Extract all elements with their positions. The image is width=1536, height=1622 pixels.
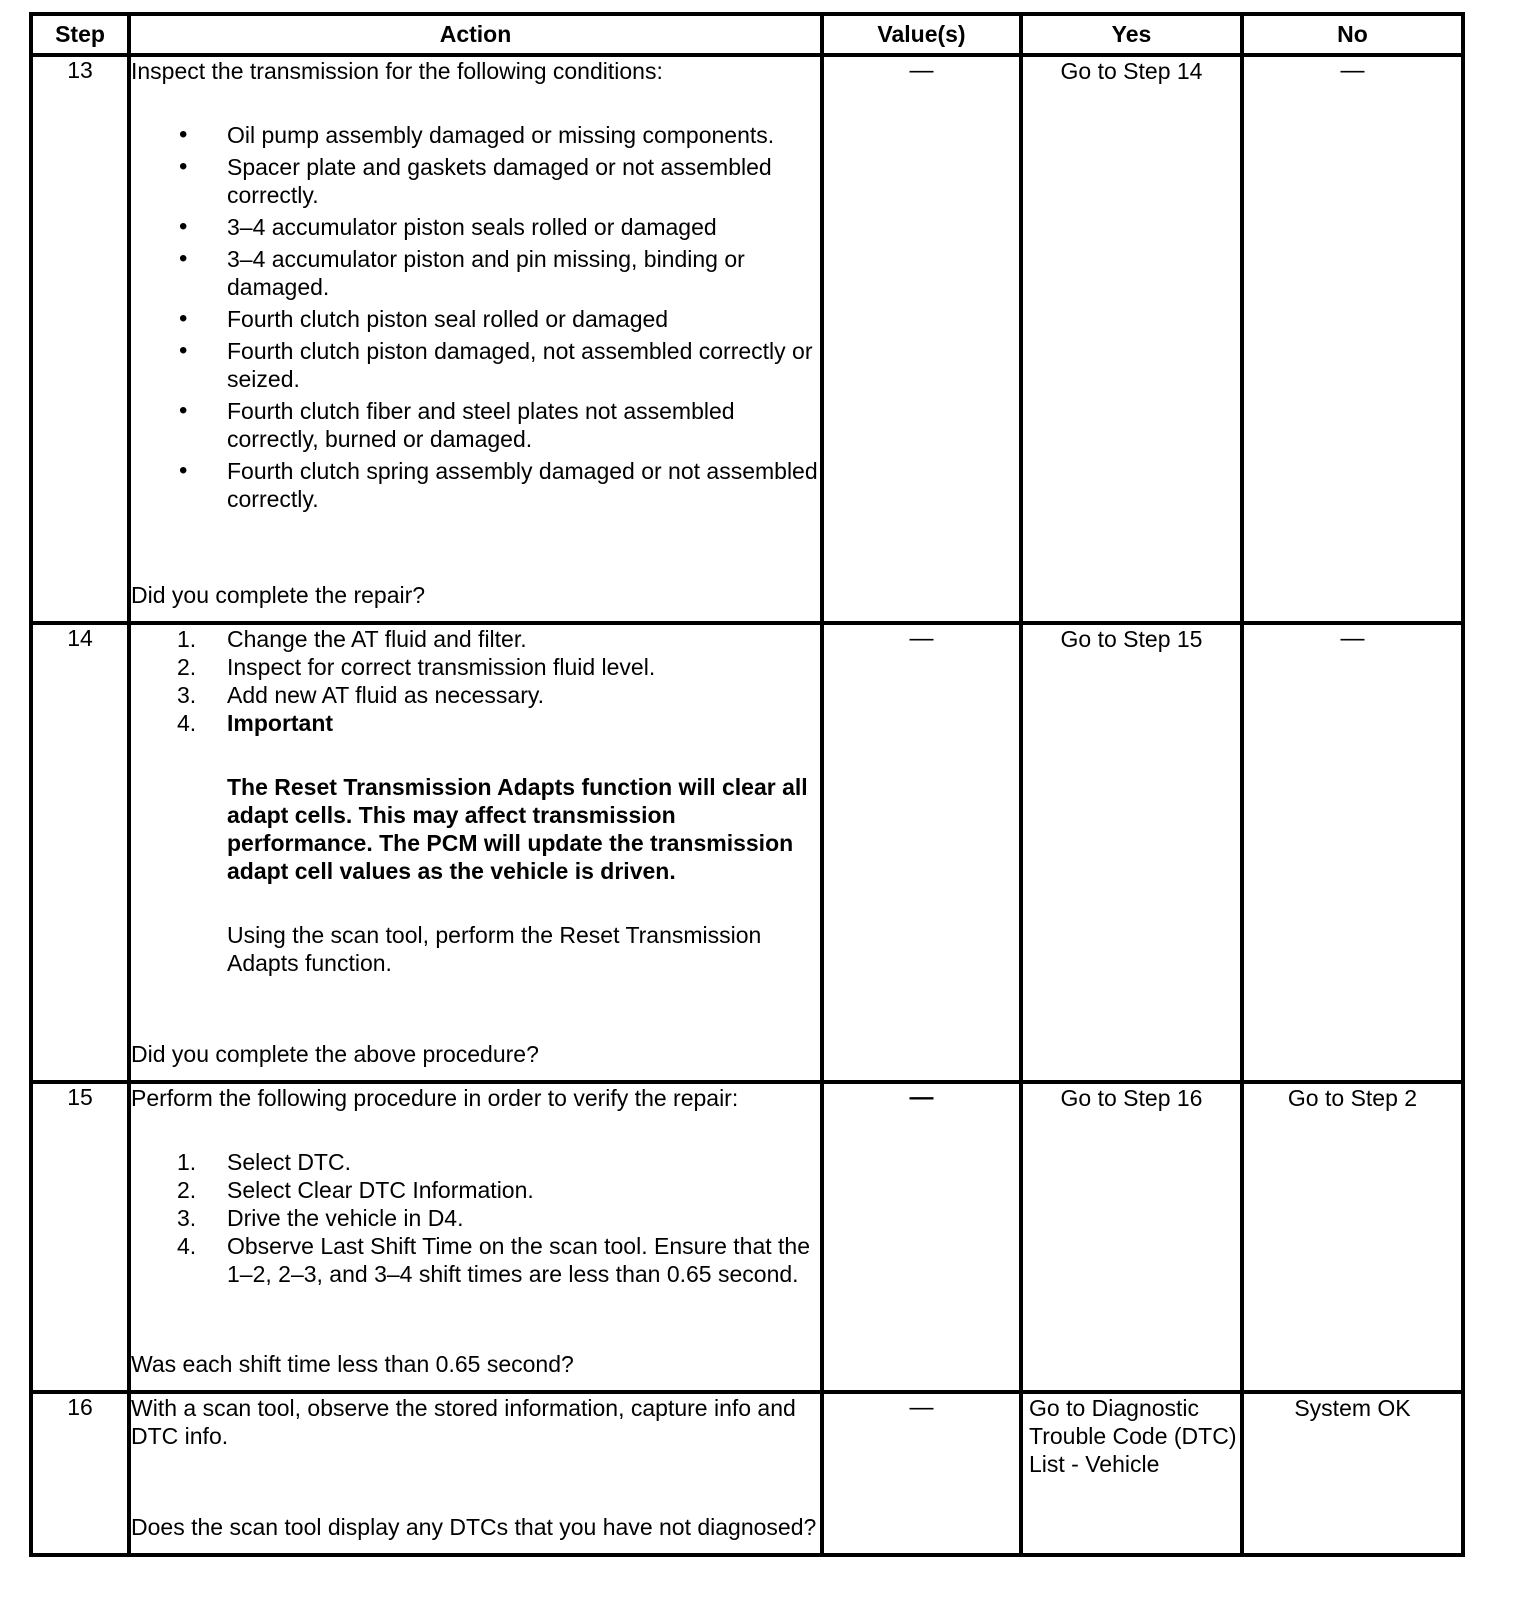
value-cell: —: [822, 55, 1021, 623]
list-item: • Fourth clutch fiber and steel plates not assembled correctly, burned or damaged.: [131, 397, 820, 453]
list-item: • Oil pump assembly damaged or missing components.: [131, 121, 820, 149]
yes-cell: Go to Step 16: [1021, 1082, 1242, 1392]
action-cell: [129, 623, 822, 1082]
list-item: 1. Change the AT fluid and filter.: [177, 626, 527, 652]
list-item: • Fourth clutch piston seal rolled or damaged: [131, 305, 820, 333]
list-item: 3. Add new AT fluid as necessary.: [177, 682, 545, 708]
diagnostic-table: [29, 12, 1465, 1557]
yes-cell: Go to Diagnostic Trouble Code (DTC) List - Vehicle: [1021, 1392, 1242, 1555]
condition-list: [131, 121, 820, 513]
step-number: 14: [31, 623, 129, 1082]
action-question: Does the scan tool display any DTCs that you have not diagnosed?: [131, 1514, 817, 1540]
header-yes: Yes: [1021, 14, 1242, 55]
no-cell: Go to Step 2: [1242, 1082, 1463, 1392]
list-item: • Fourth clutch piston damaged, not assembled correctly or seized.: [131, 337, 820, 393]
step-number: 15: [31, 1082, 129, 1392]
value-cell: —: [822, 1392, 1021, 1555]
list-item: • 3–4 accumulator piston seals rolled or damaged: [131, 213, 820, 241]
header-step: Step: [31, 14, 129, 55]
no-cell: —: [1242, 623, 1463, 1082]
value-cell: —: [822, 1082, 1021, 1392]
table-row: [31, 55, 1463, 623]
list-item: 2. Inspect for correct transmission fluid level.: [177, 654, 656, 680]
action-question: Did you complete the above procedure?: [131, 1041, 539, 1067]
action-cell: [129, 1082, 822, 1392]
list-item: 4. Important The Reset Transmission Adapts function will clear all adapt cells. This may affect transmission performance. The PCM will update the transmission adapt cell values as the vehicle is driven. Using the scan tool, perform the Reset Transmission Adapts function.: [131, 709, 820, 977]
header-action: Action: [129, 14, 822, 55]
list-item: • 3–4 accumulator piston and pin missing, binding or damaged.: [131, 245, 820, 301]
reset-instruction: Using the scan tool, perform the Reset Transmission Adapts function.: [227, 922, 762, 976]
list-item: 1. Select DTC.: [177, 1149, 351, 1175]
header-values: Value(s): [822, 14, 1021, 55]
action-question: Was each shift time less than 0.65 second?: [131, 1351, 574, 1377]
important-label: Important: [227, 710, 334, 736]
action-question: Did you complete the repair?: [131, 582, 426, 608]
important-note: The Reset Transmission Adapts function will clear all adapt cells. This may affect transmission performance. The PCM will update the transmission adapt cell values as the vehicle is driven.: [227, 774, 808, 884]
action-intro: Perform the following procedure in order to verify the repair:: [131, 1085, 739, 1111]
step-number: 16: [31, 1392, 129, 1555]
procedure-list: [131, 625, 820, 977]
table-row: [31, 1082, 1463, 1392]
action-intro: With a scan tool, observe the stored information, capture info and DTC info.: [131, 1395, 796, 1449]
action-cell: [129, 55, 822, 623]
header-row: [31, 14, 1463, 55]
list-item: • Spacer plate and gaskets damaged or not assembled correctly.: [131, 153, 820, 209]
list-item: 4. Observe Last Shift Time on the scan tool. Ensure that the 1–2, 2–3, and 3–4 shift times are less than 0.65 second.: [177, 1233, 810, 1287]
procedure-list: [131, 1148, 820, 1288]
value-cell: —: [822, 623, 1021, 1082]
step-number: 13: [31, 55, 129, 623]
header-no: No: [1242, 14, 1463, 55]
table-row: [31, 623, 1463, 1082]
yes-cell: Go to Step 15: [1021, 623, 1242, 1082]
no-cell: System OK: [1242, 1392, 1463, 1555]
yes-cell: Go to Step 14: [1021, 55, 1242, 623]
list-item: 3. Drive the vehicle in D4.: [177, 1205, 464, 1231]
action-intro: Inspect the transmission for the following conditions:: [131, 58, 663, 84]
list-item: • Fourth clutch spring assembly damaged or not assembled correctly.: [131, 457, 820, 513]
table-row: [31, 1392, 1463, 1555]
action-cell: [129, 1392, 822, 1555]
no-cell: —: [1242, 55, 1463, 623]
list-item: 2. Select Clear DTC Information.: [177, 1177, 534, 1203]
